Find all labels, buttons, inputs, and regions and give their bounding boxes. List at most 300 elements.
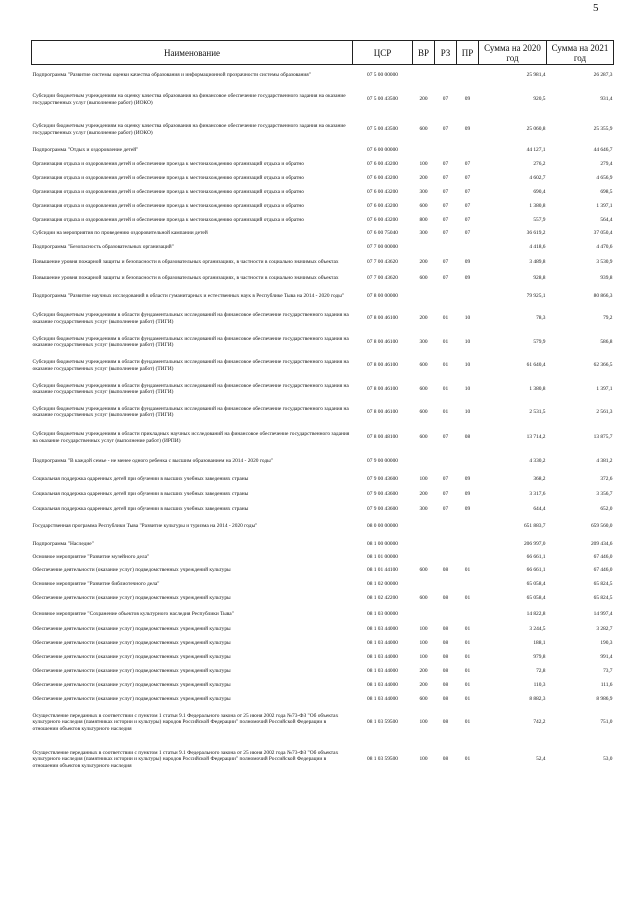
- row-sum-2021: 53,0: [603, 756, 613, 763]
- table-row: [32, 115, 614, 145]
- row-name: Осуществление переданных в соответствии с пунктом 1 статьи 9.1 Федерального закона от 25 июня 2002 года №73-ФЗ "Об объектах культурного наследия (памятниках истории и культуры) народов Российской Федерации" полномочий Российской Федерации в отношении объектов культурного наследия: [32, 750, 339, 769]
- row-vr: 600: [419, 385, 428, 392]
- row-pr: 09: [464, 275, 471, 282]
- row-rz: [435, 452, 457, 472]
- row-sum-2021: 931,4: [600, 96, 613, 103]
- row-csr: 07 7 00 43620: [367, 275, 398, 282]
- row-vr: 200: [419, 259, 428, 266]
- row-name: Субсидии бюджетным учреждениям в области фундаментальных исследований на финансовое обеспечение государственного задания на оказание государственных услуг (выполнение работ) (ТИГИ): [32, 335, 349, 348]
- row-vr: 600: [419, 696, 428, 703]
- row-pr: [457, 578, 479, 592]
- row-sum-2021: 14 997,4: [593, 610, 613, 617]
- row-pr: 10: [464, 385, 471, 392]
- row-sum-2020: 78,3: [536, 315, 546, 322]
- table-row: [32, 578, 614, 592]
- row-sum-2020: 579,9: [533, 338, 546, 345]
- table-row: [32, 145, 614, 157]
- row-vr: 600: [419, 595, 428, 602]
- row-sum-2020: 66 661,1: [526, 567, 546, 574]
- row-csr: 07 6 00 43200: [367, 203, 398, 210]
- row-sum-2021: 279,4: [600, 160, 613, 167]
- table-header-row: [32, 41, 614, 65]
- row-sum-2020: 36 619,2: [526, 230, 546, 237]
- row-vr: [413, 65, 435, 85]
- row-vr: [413, 517, 435, 537]
- table-row: [32, 255, 614, 271]
- table-row: [32, 240, 614, 255]
- row-csr: 08 1 02 00000: [367, 581, 398, 588]
- row-rz: 01: [442, 362, 449, 369]
- row-pr: [457, 65, 479, 85]
- row-rz: [435, 537, 457, 552]
- row-rz: 07: [442, 203, 449, 210]
- row-sum-2021: 939,8: [600, 275, 613, 282]
- row-name: Подпрограмма "Отдых и оздоровление детей": [32, 147, 139, 154]
- row-csr: 07 9 00 43600: [367, 505, 398, 512]
- row-name: Основное мероприятие "Сохранение объектов культурного наследия Республики Тыва": [32, 610, 234, 617]
- row-pr: 10: [464, 408, 471, 415]
- row-rz: 07: [442, 96, 449, 103]
- row-sum-2020: 72,8: [536, 668, 546, 675]
- row-pr: 01: [464, 668, 471, 675]
- row-sum-2021: 586,8: [600, 338, 613, 345]
- row-sum-2020: 79 925,1: [526, 293, 546, 300]
- row-name: Основное мероприятие "Развитие музейного дела": [32, 554, 150, 561]
- table-row: [32, 287, 614, 307]
- row-csr: 08 1 01 44100: [367, 567, 398, 574]
- row-vr: [413, 287, 435, 307]
- row-vr: 600: [419, 203, 428, 210]
- row-sum-2020: 690,4: [533, 189, 546, 196]
- row-vr: 300: [419, 338, 428, 345]
- row-sum-2021: 73,7: [603, 668, 613, 675]
- table-row: [32, 517, 614, 537]
- row-rz: 07: [442, 175, 449, 182]
- row-vr: 600: [419, 567, 428, 574]
- row-csr: 08 1 03 44000: [367, 668, 398, 675]
- row-csr: 07 8 00 46100: [367, 315, 398, 322]
- row-csr: 07 7 00 00000: [367, 243, 398, 250]
- row-sum-2020: 65 058,4: [526, 581, 546, 588]
- row-name: Подпрограмма "Развитие системы оценки качества образования и информационной прозрачности системы образования": [32, 71, 311, 78]
- row-pr: 07: [464, 230, 471, 237]
- row-rz: 08: [442, 696, 449, 703]
- row-name: Государственная программа Республики Тыва "Развитие культуры и туризма на 2014 - 2020 годы": [32, 523, 258, 530]
- row-rz: 08: [442, 719, 449, 726]
- table-row: [32, 172, 614, 186]
- row-rz: 07: [442, 259, 449, 266]
- table-row: [32, 228, 614, 240]
- row-vr: [413, 578, 435, 592]
- row-rz: 01: [442, 385, 449, 392]
- row-rz: [435, 287, 457, 307]
- row-csr: 08 0 00 00000: [367, 523, 398, 530]
- row-name: Обеспечение деятельности (оказание услуг) подведомственных учреждений культуры: [32, 640, 231, 647]
- row-sum-2020: 65 058,4: [526, 595, 546, 602]
- row-csr: 07 5 00 43500: [367, 96, 398, 103]
- row-csr: 07 8 00 46100: [367, 362, 398, 369]
- table-row: [32, 537, 614, 552]
- row-name: Обеспечение деятельности (оказание услуг) подведомственных учреждений культуры: [32, 668, 231, 675]
- row-vr: 300: [419, 230, 428, 237]
- row-pr: 01: [464, 654, 471, 661]
- row-pr: [457, 606, 479, 623]
- row-csr: 07 5 00 43500: [367, 126, 398, 133]
- row-csr: 07 8 00 46100: [367, 408, 398, 415]
- row-vr: [413, 240, 435, 255]
- row-rz: 07: [442, 490, 449, 497]
- table-row: [32, 378, 614, 401]
- row-name: Подпрограмма "Наследие": [32, 540, 94, 547]
- row-csr: 07 5 00 00000: [367, 71, 398, 78]
- row-pr: 09: [464, 259, 471, 266]
- row-vr: 300: [419, 505, 428, 512]
- row-csr: 07 8 00 46100: [367, 385, 398, 392]
- row-vr: 300: [419, 189, 428, 196]
- row-sum-2021: 3 282,7: [596, 626, 613, 633]
- row-sum-2020: 13 714,2: [526, 434, 546, 441]
- row-name: Обеспечение деятельности (оказание услуг) подведомственных учреждений культуры: [32, 567, 231, 574]
- row-csr: 08 1 03 44000: [367, 682, 398, 689]
- row-sum-2021: 26 287,3: [593, 71, 613, 78]
- row-pr: 07: [464, 189, 471, 196]
- row-vr: [413, 537, 435, 552]
- row-vr: 200: [419, 490, 428, 497]
- table-row: [32, 157, 614, 172]
- row-vr: 800: [419, 217, 428, 224]
- row-sum-2020: 742,2: [533, 719, 546, 726]
- row-sum-2020: 52,4: [536, 756, 546, 763]
- row-name: Субсидии бюджетным учреждениям в области фундаментальных исследований на финансовое обеспечение государственного задания на оказание государственных услуг (выполнение работ) (ТИГИ): [32, 382, 349, 395]
- table-row: [32, 85, 614, 115]
- row-csr: 08 1 03 59500: [367, 719, 398, 726]
- row-sum-2020: 3 489,8: [529, 259, 546, 266]
- row-csr: 08 1 02 42200: [367, 595, 398, 602]
- row-sum-2020: 4 330,2: [529, 458, 546, 465]
- row-name: Социальная поддержка одаренных детей при обучении в высших учебных заведениях страны: [32, 475, 249, 482]
- row-sum-2020: 276,2: [533, 160, 546, 167]
- row-pr: 01: [464, 719, 471, 726]
- row-rz: [435, 145, 457, 157]
- row-sum-2020: 188,1: [533, 640, 546, 647]
- row-rz: 08: [442, 595, 449, 602]
- row-sum-2021: 4 656,9: [596, 175, 613, 182]
- row-pr: 01: [464, 567, 471, 574]
- row-pr: 07: [464, 203, 471, 210]
- row-pr: 01: [464, 640, 471, 647]
- budget-table: [31, 40, 614, 781]
- table-row: [32, 200, 614, 214]
- row-sum-2020: 3 317,6: [529, 490, 546, 497]
- row-pr: 07: [464, 175, 471, 182]
- row-rz: 08: [442, 654, 449, 661]
- header-vr: ВР: [413, 41, 435, 65]
- table-row: [32, 65, 614, 85]
- row-csr: 08 1 03 00000: [367, 610, 398, 617]
- row-sum-2021: 209 434,6: [590, 540, 613, 547]
- row-csr: 07 6 00 75040: [367, 230, 398, 237]
- row-pr: 01: [464, 696, 471, 703]
- row-name: Субсидии бюджетным учреждениям в области фундаментальных исследований на финансовое обеспечение государственного задания на оказание государственных услуг (выполнение работ) (ТИГИ): [32, 405, 349, 418]
- table-row: [32, 271, 614, 287]
- row-name: Социальная поддержка одаренных детей при обучении в высших учебных заведениях страны: [32, 505, 249, 512]
- table-row: [32, 637, 614, 651]
- row-pr: 01: [464, 756, 471, 763]
- table-row: [32, 606, 614, 623]
- row-sum-2020: 979,8: [533, 654, 546, 661]
- row-rz: 07: [442, 160, 449, 167]
- row-pr: 09: [464, 490, 471, 497]
- page-number: 5: [593, 2, 599, 14]
- row-sum-2021: 3 356,7: [596, 490, 613, 497]
- table-row: [32, 651, 614, 665]
- row-sum-2020: 110,3: [533, 682, 546, 689]
- row-sum-2020: 644,4: [533, 505, 546, 512]
- row-sum-2020: 557,9: [533, 217, 546, 224]
- row-vr: 600: [419, 275, 428, 282]
- row-sum-2021: 37 050,4: [593, 230, 613, 237]
- header-rz: РЗ: [435, 41, 457, 65]
- row-sum-2020: 61 640,4: [526, 362, 546, 369]
- header-sum-2020: Сумма на 2020 год: [479, 41, 547, 65]
- row-csr: 07 7 00 43620: [367, 259, 398, 266]
- row-name: Повышение уровня пожарной защиты и безопасности в образовательных организациях, в частности в социально значимых объектах: [32, 275, 339, 282]
- row-name: Субсидии бюджетным учреждениям в области фундаментальных исследований на финансовое обеспечение государственного задания на оказание государственных услуг (выполнение работ) (ТИГИ): [32, 312, 349, 325]
- row-csr: 07 6 00 00000: [367, 147, 398, 154]
- row-pr: 09: [464, 505, 471, 512]
- row-name: Организация отдыха и оздоровления детей и обеспечение проезда к местонахождению организаций отдыха и обратно: [32, 160, 304, 167]
- row-sum-2021: 4 470,6: [596, 243, 613, 250]
- row-rz: [435, 606, 457, 623]
- row-vr: 600: [419, 434, 428, 441]
- row-sum-2021: 62 366,5: [593, 362, 613, 369]
- row-sum-2020: 4 418,6: [529, 243, 546, 250]
- row-csr: 07 6 00 43200: [367, 217, 398, 224]
- table-row: [32, 472, 614, 487]
- row-name: Организация отдыха и оздоровления детей и обеспечение проезда к местонахождению организаций отдыха и обратно: [32, 189, 304, 196]
- row-sum-2020: 2 531,5: [529, 408, 546, 415]
- row-vr: [413, 606, 435, 623]
- row-sum-2021: 751,0: [600, 719, 613, 726]
- row-sum-2020: 25 981,4: [526, 71, 546, 78]
- table-row: [32, 401, 614, 424]
- row-csr: 08 1 03 44000: [367, 696, 398, 703]
- row-sum-2021: 698,5: [600, 189, 613, 196]
- row-sum-2020: 3 244,5: [529, 626, 546, 633]
- row-csr: 07 6 00 43200: [367, 175, 398, 182]
- row-name: Организация отдыха и оздоровления детей и обеспечение проезда к местонахождению организаций отдыха и обратно: [32, 175, 304, 182]
- row-vr: 200: [419, 96, 428, 103]
- row-csr: 07 8 00 46100: [367, 338, 398, 345]
- row-csr: 08 1 03 44000: [367, 626, 398, 633]
- row-name: Организация отдыха и оздоровления детей и обеспечение проезда к местонахождению организаций отдыха и обратно: [32, 217, 304, 224]
- row-rz: [435, 578, 457, 592]
- row-csr: 07 8 00 00000: [367, 293, 398, 300]
- row-sum-2021: 4 381,2: [596, 458, 613, 465]
- table-row: [32, 552, 614, 564]
- row-rz: 08: [442, 640, 449, 647]
- row-sum-2021: 372,6: [600, 475, 613, 482]
- header-csr: ЦСР: [353, 41, 413, 65]
- row-sum-2021: 25 355,9: [593, 126, 613, 133]
- row-rz: 07: [442, 475, 449, 482]
- row-sum-2020: 14 822,8: [526, 610, 546, 617]
- row-name: Субсидии на мероприятия по проведению оздоровительной кампании детей: [32, 230, 208, 237]
- row-vr: 100: [419, 475, 428, 482]
- row-pr: 09: [464, 126, 471, 133]
- row-csr: 08 1 00 00000: [367, 540, 398, 547]
- row-sum-2021: 659 560,0: [590, 523, 613, 530]
- row-vr: [413, 452, 435, 472]
- row-sum-2021: 67 446,0: [593, 554, 613, 561]
- table-row: [32, 452, 614, 472]
- row-sum-2021: 80 866,3: [593, 293, 613, 300]
- row-sum-2021: 3 530,9: [596, 259, 613, 266]
- row-sum-2020: 1 380,8: [529, 385, 546, 392]
- row-pr: [457, 452, 479, 472]
- row-sum-2021: 564,4: [600, 217, 613, 224]
- row-csr: 07 6 00 43200: [367, 189, 398, 196]
- row-csr: 08 1 01 00000: [367, 554, 398, 561]
- row-sum-2021: 65 824,5: [593, 595, 613, 602]
- table-row: [32, 487, 614, 502]
- row-sum-2020: 928,8: [533, 275, 546, 282]
- row-rz: [435, 517, 457, 537]
- row-pr: [457, 517, 479, 537]
- row-sum-2021: 1 397,1: [596, 385, 613, 392]
- row-rz: [435, 240, 457, 255]
- table-row: [32, 424, 614, 452]
- table-row: [32, 214, 614, 228]
- row-rz: 07: [442, 434, 449, 441]
- row-rz: 07: [442, 217, 449, 224]
- row-name: Подпрограмма "Развитие научных исследований в области гуманитарных и естественных наук в Республике Тыва на 2014 - 2020 годы": [32, 293, 345, 300]
- row-rz: 08: [442, 668, 449, 675]
- row-csr: 08 1 03 59500: [367, 756, 398, 763]
- row-rz: 01: [442, 408, 449, 415]
- row-name: Субсидии бюджетным учреждениям на оценку качества образования на финансовое обеспечение государственного задания на оказание государственных услуг (выполнение работ) (ИОКО): [32, 93, 346, 106]
- table-row: [32, 592, 614, 606]
- row-sum-2020: 4 602,7: [529, 175, 546, 182]
- row-rz: 07: [442, 275, 449, 282]
- row-rz: 01: [442, 338, 449, 345]
- table-row: [32, 331, 614, 354]
- row-pr: 09: [464, 96, 471, 103]
- row-name: Обеспечение деятельности (оказание услуг) подведомственных учреждений культуры: [32, 654, 231, 661]
- row-sum-2021: 65 824,5: [593, 581, 613, 588]
- row-csr: 07 8 00 48100: [367, 434, 398, 441]
- table-row: [32, 623, 614, 637]
- row-rz: 08: [442, 567, 449, 574]
- row-vr: 100: [419, 719, 428, 726]
- row-vr: 200: [419, 668, 428, 675]
- row-name: Повышение уровня пожарной защиты и безопасности в образовательных организациях, в частности в социально значимых объектах: [32, 259, 339, 266]
- row-vr: 100: [419, 654, 428, 661]
- row-pr: 01: [464, 626, 471, 633]
- row-sum-2021: 8 986,9: [596, 696, 613, 703]
- row-pr: 01: [464, 595, 471, 602]
- row-sum-2021: 1 397,1: [596, 203, 613, 210]
- row-pr: 08: [464, 434, 471, 441]
- row-name: Обеспечение деятельности (оказание услуг) подведомственных учреждений культуры: [32, 595, 231, 602]
- table-row: [32, 307, 614, 331]
- table-row: [32, 739, 614, 781]
- row-vr: [413, 552, 435, 564]
- row-sum-2020: 66 661,1: [526, 554, 546, 561]
- row-vr: 600: [419, 408, 428, 415]
- row-sum-2020: 8 882,3: [529, 696, 546, 703]
- row-vr: 100: [419, 160, 428, 167]
- row-sum-2021: 67 446,0: [593, 567, 613, 574]
- row-rz: 07: [442, 505, 449, 512]
- table-row: [32, 707, 614, 739]
- row-pr: [457, 240, 479, 255]
- row-vr: 600: [419, 126, 428, 133]
- table-row: [32, 679, 614, 693]
- row-rz: 08: [442, 756, 449, 763]
- row-name: Обеспечение деятельности (оказание услуг) подведомственных учреждений культуры: [32, 682, 231, 689]
- row-csr: 07 9 00 43600: [367, 490, 398, 497]
- row-name: Организация отдыха и оздоровления детей и обеспечение проезда к местонахождению организаций отдыха и обратно: [32, 203, 304, 210]
- row-rz: [435, 65, 457, 85]
- row-pr: 10: [464, 338, 471, 345]
- row-rz: 07: [442, 230, 449, 237]
- row-pr: 10: [464, 362, 471, 369]
- row-rz: 08: [442, 682, 449, 689]
- row-name: Обеспечение деятельности (оказание услуг) подведомственных учреждений культуры: [32, 696, 231, 703]
- header-name: Наименование: [32, 41, 353, 65]
- row-pr: [457, 287, 479, 307]
- row-pr: 07: [464, 217, 471, 224]
- row-vr: [413, 145, 435, 157]
- row-vr: 200: [419, 315, 428, 322]
- row-pr: 01: [464, 682, 471, 689]
- row-csr: 08 1 03 44000: [367, 640, 398, 647]
- row-name: Субсидии бюджетным учреждениям в области прикладных научных исследований на финансовое обеспечение государственного задания на оказание государственных услуг (выполнение работ) (ИРПИ): [32, 431, 350, 444]
- table-row: [32, 186, 614, 200]
- row-sum-2020: 25 060,8: [526, 126, 546, 133]
- row-sum-2020: 1 380,8: [529, 203, 546, 210]
- row-sum-2021: 79,2: [603, 315, 613, 322]
- row-pr: [457, 552, 479, 564]
- row-name: Подпрограмма "Безопасность образовательных организаций": [32, 243, 174, 250]
- header-pr: ПР: [457, 41, 479, 65]
- row-vr: 200: [419, 682, 428, 689]
- row-sum-2021: 652,0: [600, 505, 613, 512]
- row-vr: 100: [419, 756, 428, 763]
- row-sum-2021: 190,3: [600, 640, 613, 647]
- row-sum-2020: 368,2: [533, 475, 546, 482]
- row-name: Подпрограмма "В каждой семье - не менее одного ребенка с высшим образованием на 2014 - 2020 годы": [32, 458, 273, 465]
- row-pr: [457, 145, 479, 157]
- row-csr: 08 1 03 44000: [367, 654, 398, 661]
- row-vr: 200: [419, 175, 428, 182]
- row-name: Обеспечение деятельности (оказание услуг) подведомственных учреждений культуры: [32, 626, 231, 633]
- row-vr: 100: [419, 640, 428, 647]
- row-rz: 01: [442, 315, 449, 322]
- header-sum-2021: Сумма на 2021 год: [547, 41, 614, 65]
- row-name: Осуществление переданных в соответствии с пунктом 1 статьи 9.1 Федерального закона от 25 июня 2002 года №73-ФЗ "Об объектах культурного наследия (памятниках истории и культуры) народов Российской Федерации" полномочий Российской Федерации в отношении объектов культурного наследия: [32, 713, 339, 732]
- row-sum-2021: 44 646,7: [593, 147, 613, 154]
- row-pr: 10: [464, 315, 471, 322]
- row-vr: 600: [419, 362, 428, 369]
- table-row: [32, 354, 614, 378]
- table-row: [32, 502, 614, 517]
- row-csr: 07 9 00 00000: [367, 458, 398, 465]
- row-csr: 07 9 00 43600: [367, 475, 398, 482]
- row-rz: 07: [442, 126, 449, 133]
- row-sum-2020: 920,5: [533, 96, 546, 103]
